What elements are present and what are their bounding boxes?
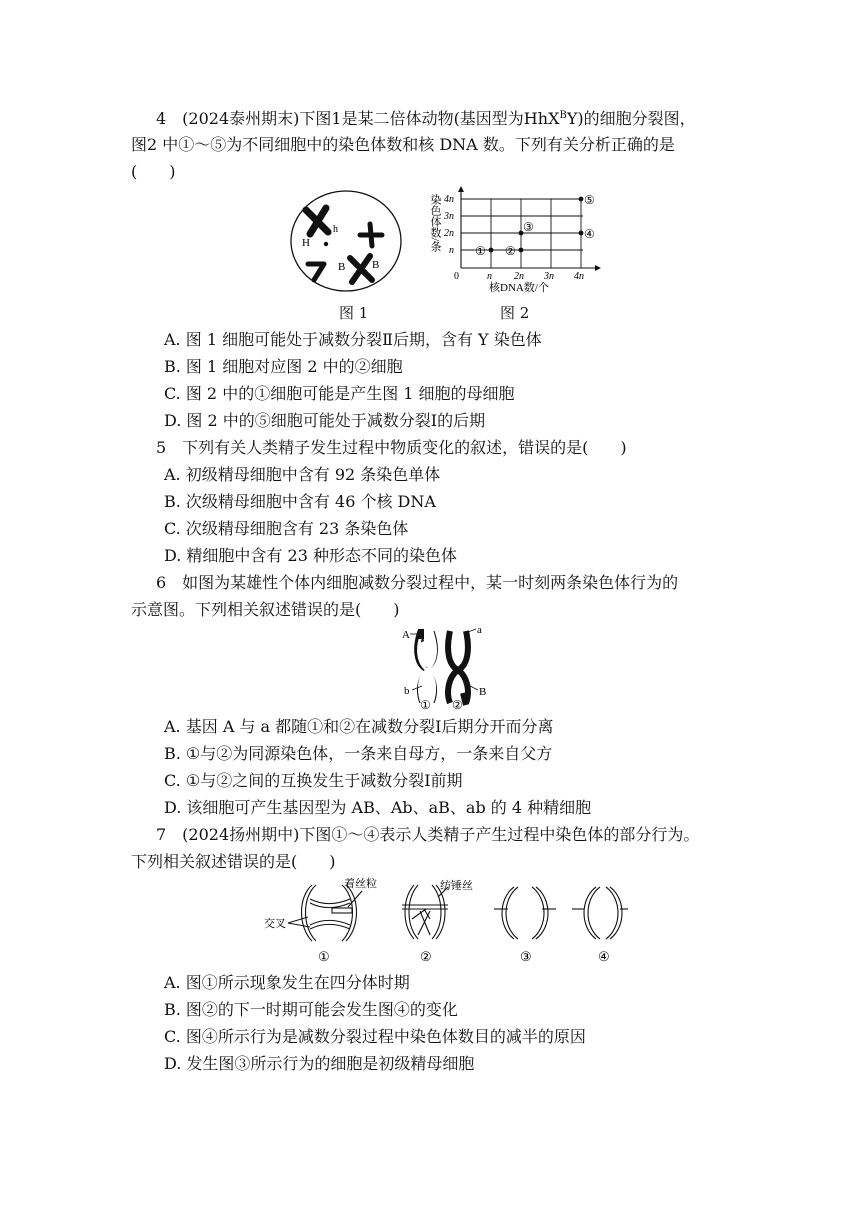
q7-option-a: A. 图①所示现象发生在四分体时期 [164, 973, 410, 992]
q4-option-c: C. 图 2 中的①细胞可能是产生图 1 细胞的母细胞 [164, 384, 515, 403]
x-axis-arrow [595, 265, 601, 271]
panel-label-2: ② [420, 949, 432, 964]
q4-option-b: B. 图 1 细胞对应图 2 中的②细胞 [164, 357, 403, 376]
gene-label-A: A [402, 629, 410, 641]
point-label-3: ③ [523, 220, 534, 234]
q5-option-b: B. 次级精母细胞中含有 46 个核 DNA [164, 492, 436, 511]
q4-figure1-caption: 图 1 [339, 304, 369, 322]
point-2 [519, 248, 524, 253]
q5-option-c: C. 次级精母细胞含有 23 条染色体 [164, 519, 409, 538]
point-label-4: ④ [584, 227, 595, 241]
y-tick-2n: 2n [444, 228, 454, 239]
q7-option-b: B. 图②的下一时期可能会发生图④的变化 [164, 1000, 458, 1019]
label-spindle-fiber: 纺锤丝 [440, 880, 473, 892]
panel-2-spindle [402, 885, 448, 939]
gene-label-a: a [477, 624, 482, 636]
q6-stem-line2: 示意图。下列相关叙述错误的是( ) [131, 600, 400, 619]
point-label-5: ⑤ [584, 193, 595, 207]
panel-label-4: ④ [598, 949, 610, 964]
chromosome-2 [448, 631, 468, 705]
label-chiasma: 交叉 [264, 918, 286, 930]
q6-stem-line1: 6 如图为某雄性个体内细胞减数分裂过程中，某一时刻两条染色体行为的 [156, 573, 679, 592]
chromosome-1 [417, 629, 438, 703]
q4-figure2-caption: 图 2 [500, 304, 530, 322]
q4-figure1-cell [288, 188, 406, 296]
y-tick-4n: 4n [444, 194, 454, 205]
q5-option-a: A. 初级精母细胞中含有 92 条染色单体 [164, 465, 441, 484]
chromosome-label-2: ② [452, 698, 463, 711]
q7-figure-meiosis [262, 875, 630, 967]
q6-option-d: D. 该细胞可产生基因型为 AB、Ab、aB、ab 的 4 种精细胞 [164, 798, 592, 817]
q4-stem-part2: Y)的细胞分裂图， [566, 109, 696, 128]
q7-stem-line1: 7 (2024扬州期中)下图①～④表示人类精子产生过程中染色体的部分行为。 [156, 825, 700, 844]
q6-option-c: C. ①与②之间的互换发生于减数分裂Ⅰ前期 [164, 771, 463, 790]
y-tick-3n: 3n [444, 211, 454, 222]
x-tick-4n: 4n [574, 271, 584, 282]
q6-option-a: A. 基因 A 与 a 都随①和②在减数分裂Ⅰ后期分开而分离 [164, 717, 554, 736]
q4-stem-line1 [156, 109, 696, 129]
y-tick-n: n [449, 245, 454, 256]
y-axis-arrow [458, 186, 464, 192]
point-5 [579, 197, 584, 202]
q7-option-d: D. 发生图③所示行为的细胞是初级精母细胞 [164, 1054, 475, 1073]
q6-option-b: B. ①与②为同源染色体，一条来自母方，一条来自父方 [164, 744, 553, 763]
q4-figure2-plot [423, 186, 603, 296]
q4-stem-superscript: B [559, 110, 567, 121]
point-4 [579, 231, 584, 236]
x-tick-2n: 2n [514, 271, 524, 282]
point-label-1: ① [475, 244, 486, 258]
q4-stem-line2: 图2 中①～⑤为不同细胞中的染色体数和核 DNA 数。下列有关分析正确的是 [131, 135, 675, 154]
chromosome-bottom-left [308, 264, 324, 280]
gene-label-B-left: B [338, 261, 346, 273]
q4-stem-part1: 4 (2024泰州期末)下图1是某二倍体动物(基因型为HhX [156, 109, 560, 128]
q4-stem-line3: ( ) [131, 162, 176, 181]
x-axis-label: 核DNA数/个 [489, 282, 549, 294]
panel-label-3: ③ [520, 949, 532, 964]
panel-label-1: ① [318, 949, 330, 964]
q4-option-a: A. 图 1 细胞可能处于减数分裂Ⅱ后期，含有 Y 染色体 [164, 330, 542, 349]
q5-option-d: D. 精细胞中含有 23 种形态不同的染色体 [164, 546, 457, 565]
q6-figure-chromosomes [400, 623, 492, 711]
x-tick-n: n [487, 271, 492, 282]
q7-stem-line2: 下列相关叙述错误的是( ) [131, 852, 336, 871]
gene-label-b: b [404, 685, 410, 697]
panel-3-separation [494, 887, 556, 939]
panel-4-homolog-separation [572, 887, 628, 939]
x-tick-3n: 3n [544, 271, 554, 282]
gene-label-H: H [302, 237, 310, 249]
gene-label-B-right: B [372, 259, 380, 271]
gene-label-B: B [479, 686, 487, 698]
q4-option-d: D. 图 2 中的⑤细胞可能处于减数分裂Ⅰ的后期 [164, 411, 486, 430]
chromosome-bottom-right [350, 256, 372, 282]
q7-option-c: C. 图④所示行为是减数分裂过程中染色体数目的减半的原因 [164, 1027, 586, 1046]
gene-label-h: h [333, 224, 338, 235]
q5-stem: 5 下列有关人类精子发生过程中物质变化的叙述，错误的是( ) [156, 438, 627, 457]
x-tick-0: 0 [454, 271, 459, 282]
chromosome-top-right [360, 224, 382, 246]
y-axis-label: 染色体数/条 [429, 194, 441, 253]
point-1 [489, 248, 494, 253]
panel-1-crossing-over [288, 885, 362, 941]
point-label-2: ② [505, 244, 516, 258]
label-centromere: 着丝粒 [344, 878, 377, 890]
chromosome-label-1: ① [420, 698, 431, 711]
